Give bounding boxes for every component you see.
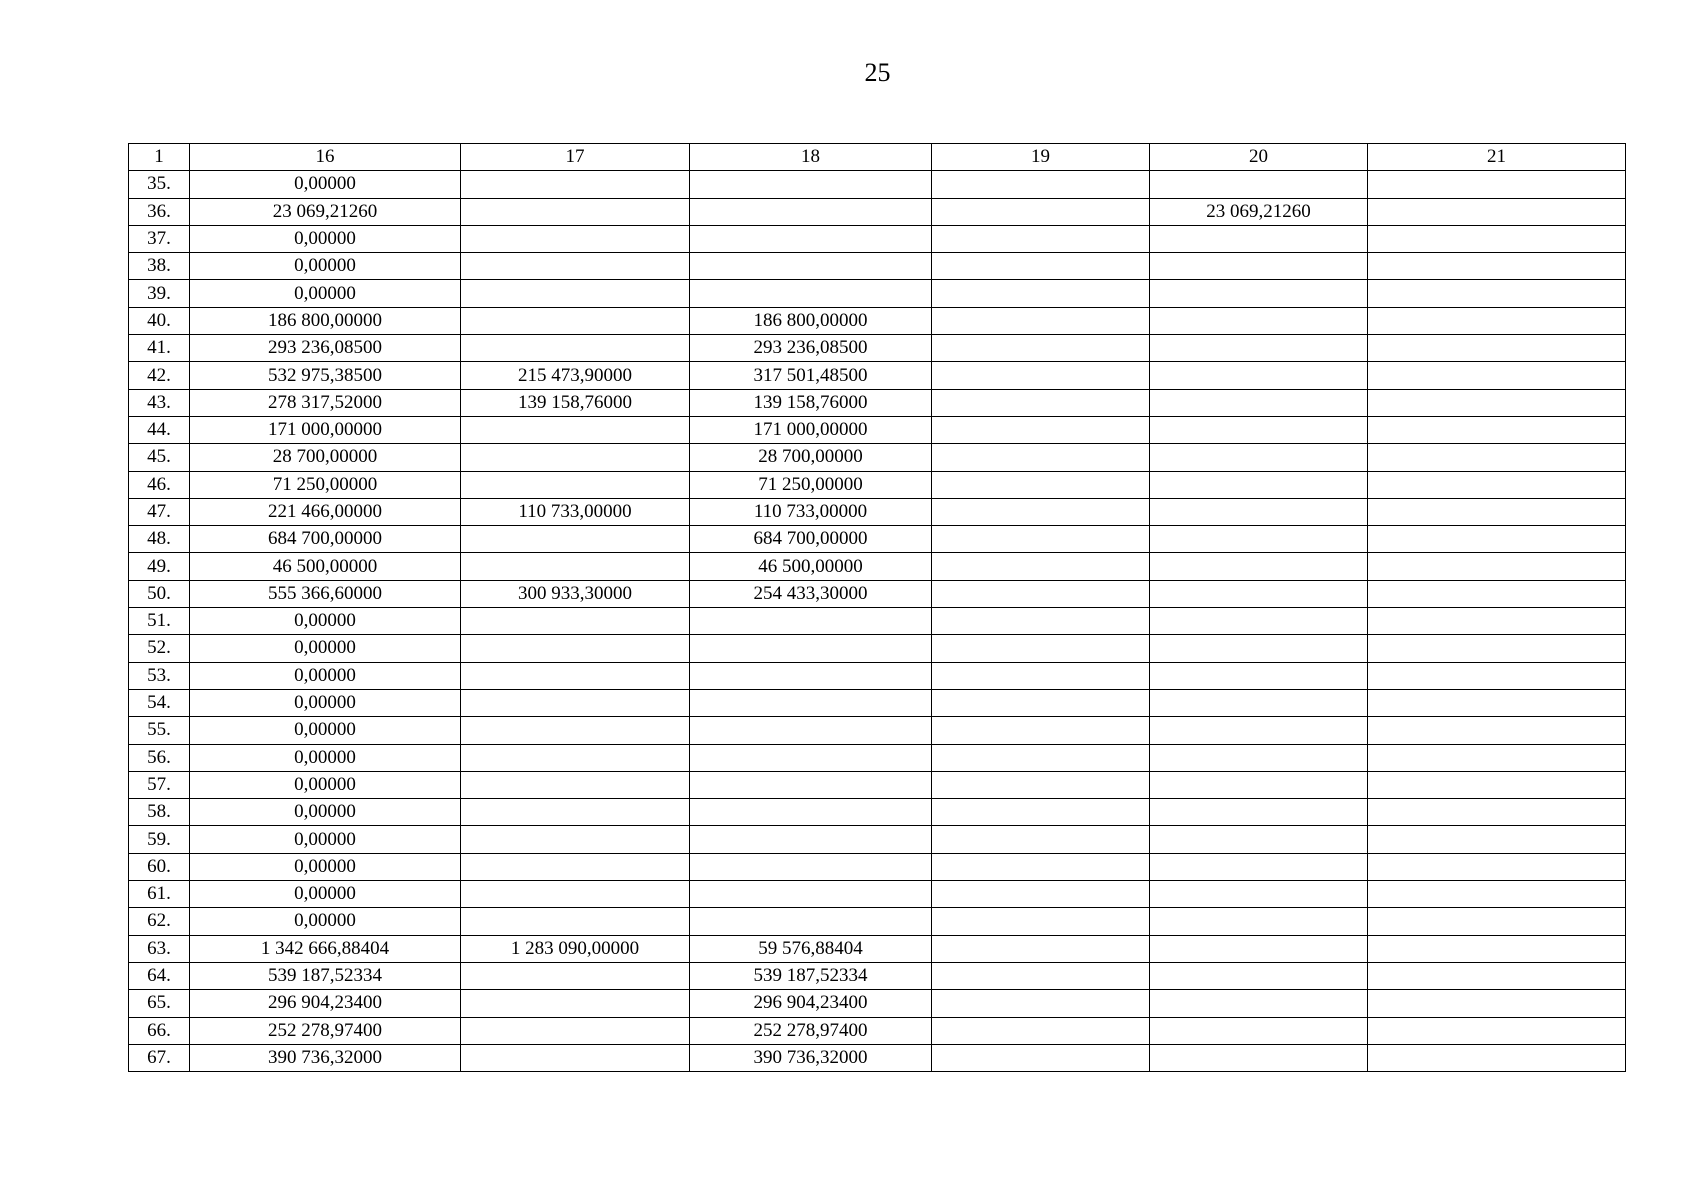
table-row bbox=[129, 689, 1626, 716]
table-cell bbox=[461, 608, 690, 635]
table-cell bbox=[1368, 526, 1626, 553]
table-cell bbox=[1368, 171, 1626, 198]
table-cell bbox=[1150, 389, 1368, 416]
table-body bbox=[129, 171, 1626, 1072]
table-cell: 317 501,48500 bbox=[690, 362, 932, 389]
table-row bbox=[129, 771, 1626, 798]
table-cell bbox=[1150, 416, 1368, 443]
table-cell bbox=[1368, 580, 1626, 607]
table-cell: 0,00000 bbox=[190, 662, 461, 689]
table-cell bbox=[932, 335, 1150, 362]
table-cell: 110 733,00000 bbox=[690, 498, 932, 525]
table-cell bbox=[932, 389, 1150, 416]
table-cell: 0,00000 bbox=[190, 826, 461, 853]
table-cell: 110 733,00000 bbox=[461, 498, 690, 525]
table-cell bbox=[1150, 253, 1368, 280]
table-row bbox=[129, 335, 1626, 362]
table-cell bbox=[932, 717, 1150, 744]
table-cell bbox=[932, 962, 1150, 989]
table-cell bbox=[1368, 471, 1626, 498]
table-cell bbox=[1150, 689, 1368, 716]
table-cell bbox=[690, 253, 932, 280]
table-row bbox=[129, 1017, 1626, 1044]
table-cell: 539 187,52334 bbox=[190, 962, 461, 989]
table-cell bbox=[461, 635, 690, 662]
table-cell bbox=[690, 689, 932, 716]
table-cell: 539 187,52334 bbox=[690, 962, 932, 989]
table-cell bbox=[1150, 662, 1368, 689]
table-cell bbox=[690, 744, 932, 771]
table-cell: 555 366,60000 bbox=[190, 580, 461, 607]
table-cell bbox=[690, 198, 932, 225]
table-cell bbox=[461, 717, 690, 744]
row-number-cell: 47. bbox=[129, 498, 190, 525]
header-cell: 16 bbox=[190, 144, 461, 171]
table-cell bbox=[1368, 416, 1626, 443]
table-row bbox=[129, 1044, 1626, 1071]
table-cell: 28 700,00000 bbox=[190, 444, 461, 471]
table-cell bbox=[1150, 335, 1368, 362]
table-cell: 139 158,76000 bbox=[690, 389, 932, 416]
table-cell: 293 236,08500 bbox=[190, 335, 461, 362]
table-row bbox=[129, 635, 1626, 662]
table-cell: 0,00000 bbox=[190, 799, 461, 826]
table-cell bbox=[1368, 253, 1626, 280]
table-cell bbox=[1150, 471, 1368, 498]
table-row bbox=[129, 307, 1626, 334]
table-cell bbox=[690, 771, 932, 798]
table-cell bbox=[932, 744, 1150, 771]
table-cell bbox=[461, 908, 690, 935]
row-number-cell: 52. bbox=[129, 635, 190, 662]
table-cell: 252 278,97400 bbox=[690, 1017, 932, 1044]
header-cell: 18 bbox=[690, 144, 932, 171]
table-cell: 390 736,32000 bbox=[690, 1044, 932, 1071]
row-number-cell: 46. bbox=[129, 471, 190, 498]
table-cell bbox=[1368, 935, 1626, 962]
table-cell bbox=[1368, 280, 1626, 307]
table-cell bbox=[1368, 771, 1626, 798]
table-cell bbox=[932, 689, 1150, 716]
table-cell bbox=[932, 853, 1150, 880]
table-cell bbox=[1150, 935, 1368, 962]
table-cell bbox=[932, 662, 1150, 689]
table-cell: 532 975,38500 bbox=[190, 362, 461, 389]
table-cell bbox=[932, 935, 1150, 962]
table-cell bbox=[1150, 1044, 1368, 1071]
table-cell bbox=[1368, 444, 1626, 471]
table-cell: 1 342 666,88404 bbox=[190, 935, 461, 962]
table-cell: 254 433,30000 bbox=[690, 580, 932, 607]
table-cell bbox=[461, 662, 690, 689]
table-cell bbox=[1150, 1017, 1368, 1044]
table-cell bbox=[1368, 689, 1626, 716]
table-row bbox=[129, 908, 1626, 935]
table-cell: 252 278,97400 bbox=[190, 1017, 461, 1044]
table-cell: 684 700,00000 bbox=[690, 526, 932, 553]
table-cell: 390 736,32000 bbox=[190, 1044, 461, 1071]
table-cell bbox=[1150, 444, 1368, 471]
header-cell: 21 bbox=[1368, 144, 1626, 171]
table-cell: 171 000,00000 bbox=[690, 416, 932, 443]
table-cell bbox=[1150, 962, 1368, 989]
table-cell bbox=[1368, 1044, 1626, 1071]
table-cell bbox=[1150, 799, 1368, 826]
table-cell bbox=[1368, 881, 1626, 908]
table-cell bbox=[932, 362, 1150, 389]
row-number-cell: 41. bbox=[129, 335, 190, 362]
table-row bbox=[129, 416, 1626, 443]
table-cell bbox=[1150, 362, 1368, 389]
data-table bbox=[128, 143, 1626, 1072]
table-cell: 1 283 090,00000 bbox=[461, 935, 690, 962]
table-cell: 0,00000 bbox=[190, 744, 461, 771]
table-cell bbox=[690, 225, 932, 252]
row-number-cell: 43. bbox=[129, 389, 190, 416]
row-number-cell: 66. bbox=[129, 1017, 190, 1044]
table-cell bbox=[690, 662, 932, 689]
table-cell bbox=[932, 444, 1150, 471]
table-cell bbox=[461, 444, 690, 471]
table-cell bbox=[461, 335, 690, 362]
table-row bbox=[129, 389, 1626, 416]
table-cell bbox=[1368, 908, 1626, 935]
table-cell bbox=[1150, 744, 1368, 771]
table-cell bbox=[1368, 990, 1626, 1017]
table-row bbox=[129, 553, 1626, 580]
row-number-cell: 51. bbox=[129, 608, 190, 635]
table-cell bbox=[932, 1017, 1150, 1044]
table-cell bbox=[932, 198, 1150, 225]
table-cell bbox=[461, 990, 690, 1017]
row-number-cell: 35. bbox=[129, 171, 190, 198]
table-row bbox=[129, 853, 1626, 880]
table-cell: 186 800,00000 bbox=[690, 307, 932, 334]
table-cell bbox=[932, 1044, 1150, 1071]
table-cell bbox=[1368, 553, 1626, 580]
table-cell bbox=[461, 526, 690, 553]
table-cell bbox=[461, 280, 690, 307]
row-number-cell: 61. bbox=[129, 881, 190, 908]
table-cell bbox=[690, 853, 932, 880]
table-cell: 296 904,23400 bbox=[690, 990, 932, 1017]
table-row bbox=[129, 253, 1626, 280]
header-row bbox=[129, 144, 1626, 171]
table-cell bbox=[1150, 853, 1368, 880]
table-row bbox=[129, 962, 1626, 989]
table-cell bbox=[1150, 280, 1368, 307]
table-row bbox=[129, 608, 1626, 635]
table-cell bbox=[1150, 171, 1368, 198]
table-cell bbox=[1368, 799, 1626, 826]
table-row bbox=[129, 935, 1626, 962]
row-number-cell: 50. bbox=[129, 580, 190, 607]
row-number-cell: 48. bbox=[129, 526, 190, 553]
table-cell bbox=[690, 608, 932, 635]
table-cell bbox=[690, 171, 932, 198]
table-cell bbox=[932, 826, 1150, 853]
table-row bbox=[129, 717, 1626, 744]
table-cell: 0,00000 bbox=[190, 171, 461, 198]
page-number: 25 bbox=[864, 58, 891, 87]
table-cell bbox=[932, 171, 1150, 198]
table-cell: 59 576,88404 bbox=[690, 935, 932, 962]
table-cell bbox=[461, 771, 690, 798]
row-number-cell: 62. bbox=[129, 908, 190, 935]
table-row bbox=[129, 171, 1626, 198]
table-row bbox=[129, 498, 1626, 525]
row-number-cell: 53. bbox=[129, 662, 190, 689]
table-cell: 296 904,23400 bbox=[190, 990, 461, 1017]
table-cell bbox=[932, 990, 1150, 1017]
table-row bbox=[129, 198, 1626, 225]
table-cell bbox=[690, 635, 932, 662]
table-cell: 684 700,00000 bbox=[190, 526, 461, 553]
row-number-cell: 45. bbox=[129, 444, 190, 471]
table-cell bbox=[461, 225, 690, 252]
table-cell bbox=[461, 881, 690, 908]
table-header bbox=[129, 144, 1626, 171]
table-row bbox=[129, 990, 1626, 1017]
table-cell bbox=[1368, 362, 1626, 389]
table-cell bbox=[461, 471, 690, 498]
row-number-cell: 36. bbox=[129, 198, 190, 225]
table-cell: 0,00000 bbox=[190, 717, 461, 744]
row-number-cell: 59. bbox=[129, 826, 190, 853]
table-row bbox=[129, 881, 1626, 908]
table-cell bbox=[1150, 498, 1368, 525]
row-number-cell: 55. bbox=[129, 717, 190, 744]
table-cell bbox=[461, 253, 690, 280]
row-number-cell: 56. bbox=[129, 744, 190, 771]
table-cell bbox=[1150, 553, 1368, 580]
table-cell: 46 500,00000 bbox=[690, 553, 932, 580]
table-cell: 71 250,00000 bbox=[190, 471, 461, 498]
row-number-cell: 37. bbox=[129, 225, 190, 252]
table-cell: 0,00000 bbox=[190, 908, 461, 935]
table-cell: 215 473,90000 bbox=[461, 362, 690, 389]
table-cell bbox=[1150, 881, 1368, 908]
table-cell bbox=[932, 280, 1150, 307]
table-cell bbox=[461, 826, 690, 853]
table-cell bbox=[932, 498, 1150, 525]
table-cell bbox=[1150, 608, 1368, 635]
table-cell: 23 069,21260 bbox=[1150, 198, 1368, 225]
table-cell bbox=[932, 799, 1150, 826]
row-number-cell: 40. bbox=[129, 307, 190, 334]
table-cell: 71 250,00000 bbox=[690, 471, 932, 498]
table-cell bbox=[690, 280, 932, 307]
table-cell bbox=[1150, 225, 1368, 252]
table-cell bbox=[461, 553, 690, 580]
table-cell bbox=[1368, 225, 1626, 252]
table-row bbox=[129, 744, 1626, 771]
table-cell: 46 500,00000 bbox=[190, 553, 461, 580]
table-cell bbox=[932, 253, 1150, 280]
table-cell: 23 069,21260 bbox=[190, 198, 461, 225]
table-cell bbox=[690, 826, 932, 853]
table-cell bbox=[932, 553, 1150, 580]
table-cell bbox=[1150, 717, 1368, 744]
table-row bbox=[129, 225, 1626, 252]
row-number-cell: 60. bbox=[129, 853, 190, 880]
table-cell: 0,00000 bbox=[190, 608, 461, 635]
table-cell bbox=[1150, 990, 1368, 1017]
row-number-cell: 63. bbox=[129, 935, 190, 962]
table-row bbox=[129, 826, 1626, 853]
table-cell: 28 700,00000 bbox=[690, 444, 932, 471]
table-cell bbox=[932, 580, 1150, 607]
table-row bbox=[129, 580, 1626, 607]
table-cell bbox=[1368, 498, 1626, 525]
table-cell: 0,00000 bbox=[190, 689, 461, 716]
table-cell bbox=[1368, 962, 1626, 989]
table-cell bbox=[1368, 744, 1626, 771]
table-cell bbox=[1150, 635, 1368, 662]
table-cell: 186 800,00000 bbox=[190, 307, 461, 334]
table-cell bbox=[461, 689, 690, 716]
row-number-cell: 39. bbox=[129, 280, 190, 307]
table-cell bbox=[1150, 526, 1368, 553]
table-cell: 0,00000 bbox=[190, 225, 461, 252]
table-cell bbox=[461, 307, 690, 334]
row-number-cell: 38. bbox=[129, 253, 190, 280]
table-cell bbox=[690, 881, 932, 908]
table-cell bbox=[1368, 389, 1626, 416]
table-row bbox=[129, 444, 1626, 471]
table-cell: 0,00000 bbox=[190, 280, 461, 307]
table-cell bbox=[461, 1044, 690, 1071]
table-cell bbox=[1368, 635, 1626, 662]
table-cell bbox=[461, 962, 690, 989]
table-cell bbox=[461, 1017, 690, 1044]
table-cell bbox=[461, 799, 690, 826]
table-cell bbox=[461, 416, 690, 443]
table-cell bbox=[932, 908, 1150, 935]
table-cell bbox=[932, 416, 1150, 443]
table-cell bbox=[1368, 826, 1626, 853]
table-row bbox=[129, 799, 1626, 826]
table-cell bbox=[932, 526, 1150, 553]
table-cell bbox=[690, 717, 932, 744]
table-cell bbox=[1368, 198, 1626, 225]
table-cell bbox=[932, 881, 1150, 908]
header-cell: 19 bbox=[932, 144, 1150, 171]
table-cell: 0,00000 bbox=[190, 253, 461, 280]
row-number-cell: 57. bbox=[129, 771, 190, 798]
table-cell bbox=[690, 908, 932, 935]
header-cell: 20 bbox=[1150, 144, 1368, 171]
row-number-cell: 44. bbox=[129, 416, 190, 443]
header-cell: 1 bbox=[129, 144, 190, 171]
table-cell bbox=[1368, 853, 1626, 880]
table-row bbox=[129, 662, 1626, 689]
table-cell bbox=[461, 171, 690, 198]
row-number-cell: 65. bbox=[129, 990, 190, 1017]
row-number-cell: 42. bbox=[129, 362, 190, 389]
table-cell bbox=[1150, 908, 1368, 935]
table-cell bbox=[1368, 335, 1626, 362]
table-cell bbox=[1368, 307, 1626, 334]
row-number-cell: 67. bbox=[129, 1044, 190, 1071]
table-cell: 139 158,76000 bbox=[461, 389, 690, 416]
table-cell bbox=[461, 744, 690, 771]
row-number-cell: 49. bbox=[129, 553, 190, 580]
header-cell: 17 bbox=[461, 144, 690, 171]
table-cell bbox=[461, 853, 690, 880]
table-cell bbox=[932, 225, 1150, 252]
table-cell bbox=[1368, 717, 1626, 744]
table-row bbox=[129, 471, 1626, 498]
table-cell: 0,00000 bbox=[190, 635, 461, 662]
table-cell bbox=[1150, 580, 1368, 607]
table-cell: 171 000,00000 bbox=[190, 416, 461, 443]
table-cell bbox=[690, 799, 932, 826]
table-cell bbox=[932, 608, 1150, 635]
table-cell: 278 317,52000 bbox=[190, 389, 461, 416]
table-cell: 0,00000 bbox=[190, 881, 461, 908]
table-row bbox=[129, 526, 1626, 553]
table-cell bbox=[932, 471, 1150, 498]
table-cell bbox=[1368, 662, 1626, 689]
table-cell bbox=[1368, 1017, 1626, 1044]
table-cell bbox=[1150, 826, 1368, 853]
table-cell bbox=[932, 771, 1150, 798]
table-cell bbox=[932, 307, 1150, 334]
table-row bbox=[129, 280, 1626, 307]
row-number-cell: 58. bbox=[129, 799, 190, 826]
table-cell: 300 933,30000 bbox=[461, 580, 690, 607]
row-number-cell: 64. bbox=[129, 962, 190, 989]
table-cell: 0,00000 bbox=[190, 853, 461, 880]
table-cell bbox=[1150, 771, 1368, 798]
table-cell: 221 466,00000 bbox=[190, 498, 461, 525]
table-cell: 293 236,08500 bbox=[690, 335, 932, 362]
table-cell bbox=[1150, 307, 1368, 334]
table-cell: 0,00000 bbox=[190, 771, 461, 798]
table-row bbox=[129, 362, 1626, 389]
table-cell bbox=[461, 198, 690, 225]
table-cell bbox=[1368, 608, 1626, 635]
row-number-cell: 54. bbox=[129, 689, 190, 716]
table-cell bbox=[932, 635, 1150, 662]
